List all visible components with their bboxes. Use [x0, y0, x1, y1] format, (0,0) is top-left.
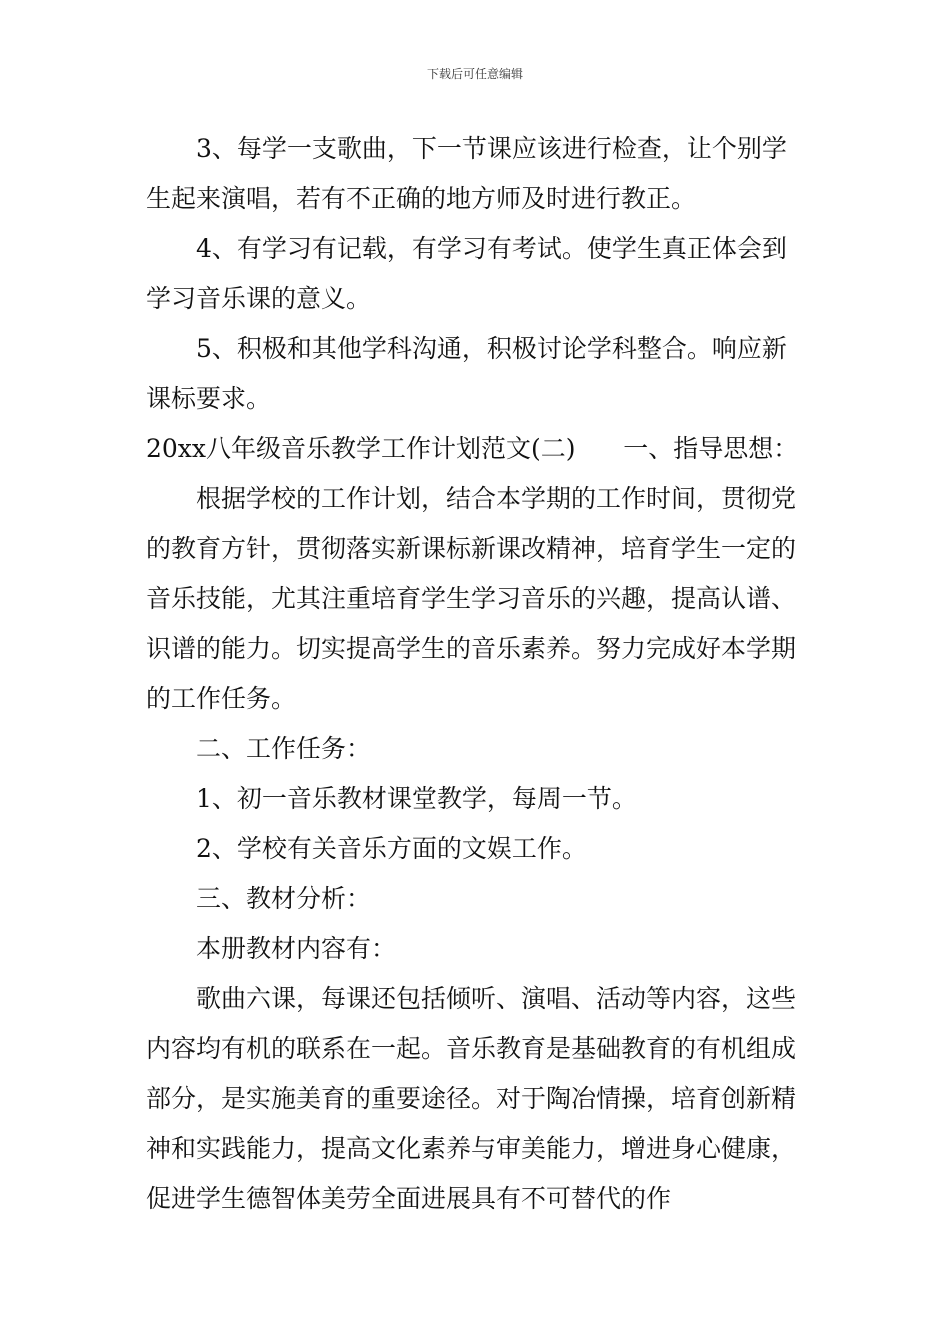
textbook-analysis-heading: 三、教材分析：	[196, 884, 372, 913]
document-body	[146, 124, 806, 1224]
section-title: 20xx八年级音乐教学工作计划范文(二) 一、指导思想：	[146, 434, 799, 463]
paragraph-item-5: 5、积极和其他学科沟通，积极讨论学科整合。响应新课标要求。	[146, 334, 787, 413]
page-header: 下载后可任意编辑	[426, 67, 523, 81]
paragraph-item-4: 4、有学习有记载，有学习有考试。使学生真正体会到学习音乐课的意义。	[146, 234, 787, 313]
textbook-contents-intro: 本册教材内容有：	[196, 934, 397, 963]
paragraph-item-3: 3、每学一支歌曲，下一节课应该进行检查，让个别学生起来演唱，若有不正确的地方师及时进行教正。	[146, 134, 787, 213]
task-item-1: 1、初一音乐教材课堂教学，每周一节。	[196, 784, 637, 813]
task-item-2: 2、学校有关音乐方面的文娱工作。	[196, 834, 587, 863]
guiding-thought-paragraph: 根据学校的工作计划，结合本学期的工作时间，贯彻党的教育方针，贯彻落实新课标新课改精神，培育学生一定的音乐技能，尤其注重培育学生学习音乐的兴趣，提高认谱、识谱的能力。切实提高学生的音乐素养。努力完成好本学期的工作任务。	[146, 484, 797, 713]
textbook-contents-paragraph: 歌曲六课，每课还包括倾听、演唱、活动等内容，这些内容均有机的联系在一起。音乐教育是基础教育的有机组成部分，是实施美育的重要途径。对于陶冶情操，培育创新精神和实践能力，提高文化素养与审美能力，增进身心健康，促进学生德智体美劳全面进展具有不可替代的作	[146, 984, 797, 1213]
work-tasks-heading: 二、工作任务：	[196, 734, 372, 763]
